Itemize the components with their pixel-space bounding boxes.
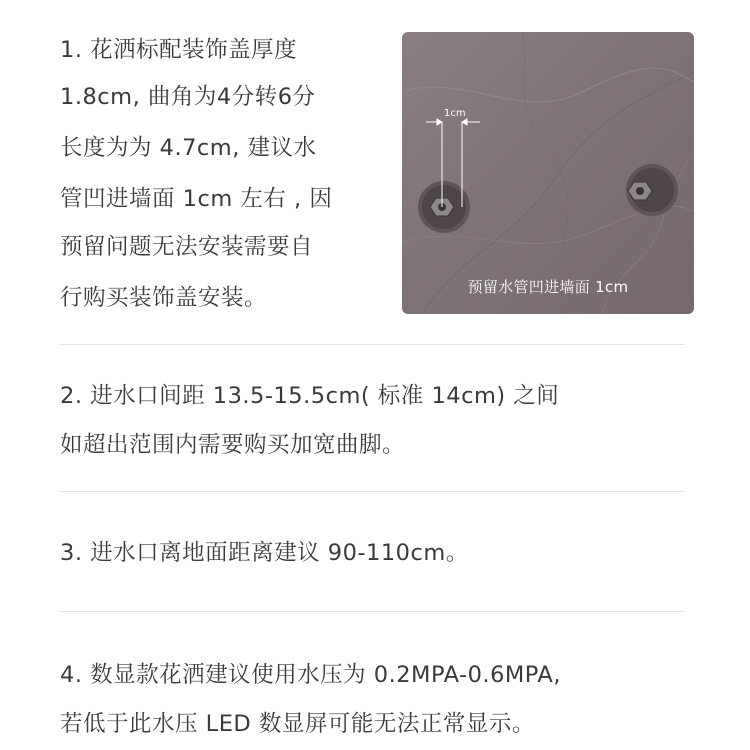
note-4-line-1: 4. 数显款花洒建议使用水压为 0.2MPA-0.6MPA,	[60, 662, 561, 688]
divider-3	[60, 611, 685, 612]
note-1-line-5: 预留问题无法安装需要自	[60, 234, 314, 260]
note-1-line-4: 管凹进墙面 1cm 左右 , 因	[60, 186, 333, 212]
note-4-line-2: 若低于此水压 LED 数显屏可能无法正常显示。	[60, 711, 535, 737]
note-1-line-3: 长度为为 4.7cm, 建议水	[60, 135, 317, 161]
right-pipe-recess	[626, 164, 678, 216]
divider-1	[60, 344, 685, 345]
divider-2	[60, 491, 685, 492]
note-3-line-1: 3. 进水口离地面距离建议 90-110cm。	[60, 540, 469, 566]
note-1-line-6: 行购买装饰盖安装。	[60, 285, 268, 311]
note-4	[60, 655, 690, 745]
dimension-label: 1cm	[444, 108, 466, 119]
note-2	[60, 376, 690, 466]
note-1-line-1: 1. 花洒标配装饰盖厚度	[60, 37, 298, 63]
note-1-line-2: 1.8cm, 曲角为4分转6分	[60, 84, 316, 110]
pipe-recess-photo	[402, 32, 694, 314]
note-3	[60, 533, 690, 573]
photo-caption: 预留水管凹进墙面 1cm	[467, 278, 629, 296]
note-2-line-1: 2. 进水口间距 13.5-15.5cm( 标准 14cm) 之间	[60, 383, 560, 409]
note-1	[60, 30, 390, 320]
note-2-line-2: 如超出范围内需要购买加宽曲脚。	[60, 432, 406, 458]
stone-wall-texture	[402, 32, 694, 314]
